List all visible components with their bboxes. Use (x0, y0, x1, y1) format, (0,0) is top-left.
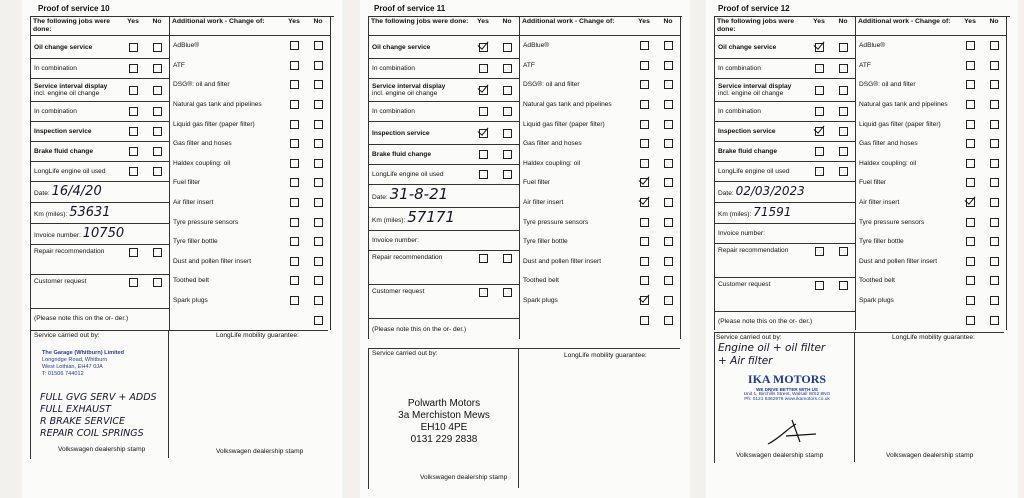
km-value[interactable]: 53631 (69, 204, 111, 220)
no-checkbox[interactable] (314, 61, 323, 70)
job-label: In combination (372, 65, 415, 72)
yes-checkbox[interactable] (479, 254, 488, 263)
invoice-label: Invoice number: (372, 237, 419, 244)
km-label: Km (miles): (34, 210, 68, 218)
no-checkbox[interactable] (664, 316, 673, 325)
dealer-stamp-label-right: Volkswagen dealership stamp (216, 448, 304, 455)
job-label: Service interval display (372, 83, 446, 90)
service-page-11 (360, 0, 690, 498)
no-checkbox[interactable] (314, 41, 323, 50)
yes-checkbox[interactable] (815, 167, 824, 176)
no-header: No (838, 18, 848, 25)
yes-checkbox[interactable] (290, 257, 299, 266)
additional-item: AdBlue® (173, 42, 200, 50)
job-label: Oil change service (718, 43, 777, 51)
yes-checkbox[interactable] (479, 129, 488, 138)
yes-checkbox[interactable] (290, 237, 299, 246)
handwritten-notes: Engine oil + oil filter + Air filter (718, 342, 826, 367)
yes-checkbox[interactable] (640, 296, 649, 305)
additional-item: Liquid gas filter (paper filter) (173, 120, 255, 128)
additional-item: Tyre filler bottle (859, 238, 904, 246)
additional-item: DSG®: oil and filter (523, 81, 580, 89)
no-checkbox[interactable] (990, 218, 999, 227)
additional-item: AdBlue® (523, 42, 550, 50)
yes-checkbox[interactable] (479, 170, 488, 179)
yes-checkbox[interactable] (815, 281, 824, 290)
no-checkbox[interactable] (314, 316, 323, 325)
additional-item: Natural gas tank and pipelines (523, 101, 612, 109)
yes-checkbox[interactable] (290, 100, 299, 109)
service-page-12 (706, 0, 1018, 498)
job-label: Oil change service (34, 43, 93, 51)
jobs-header: The following jobs were done: (717, 18, 795, 33)
yes-checkbox[interactable] (129, 43, 138, 52)
longlife-label: LongLife mobility guarantee: (892, 334, 975, 341)
yes-checkbox[interactable] (966, 316, 975, 325)
yes-checkbox[interactable] (129, 127, 138, 136)
job-label: Service interval display (718, 83, 792, 90)
jobs-header: The following jobs were done: (371, 18, 469, 25)
date-label: Date: (34, 189, 50, 197)
yes-checkbox[interactable] (815, 127, 824, 136)
no-checkbox[interactable] (503, 254, 512, 263)
additional-header: Additional work - Change of: (522, 18, 615, 25)
dealer-stamp-label: Volkswagen dealership stamp (58, 446, 146, 453)
dealer-stamp: The Garage (Whitburn) Limited Longridge Road, Whitburn West Lothian, EH47 0JA T: 01506 744012 (42, 350, 125, 377)
yes-checkbox[interactable] (290, 276, 299, 285)
yes-checkbox[interactable] (966, 178, 975, 187)
yes-checkbox[interactable] (815, 247, 824, 256)
jobs-column (714, 17, 856, 330)
no-checkbox[interactable] (839, 64, 848, 73)
no-checkbox[interactable] (314, 237, 323, 246)
additional-item: Natural gas tank and pipelines (173, 101, 262, 109)
no-checkbox[interactable] (664, 61, 673, 70)
additional-column (520, 17, 681, 339)
additional-item: Toothed belt (523, 277, 559, 285)
yes-checkbox[interactable] (640, 120, 649, 129)
customer-label: Customer request (34, 278, 87, 285)
yes-header: Yes (638, 18, 650, 25)
no-checkbox[interactable] (314, 178, 323, 187)
yes-checkbox[interactable] (479, 107, 488, 116)
yes-checkbox[interactable] (479, 86, 488, 95)
no-checkbox[interactable] (839, 107, 848, 116)
job-label: Inspection service (34, 128, 92, 135)
date-value[interactable]: 31-8-21 (389, 185, 449, 203)
no-checkbox[interactable] (314, 296, 323, 305)
yes-checkbox[interactable] (129, 167, 138, 176)
no-checkbox[interactable] (153, 107, 162, 116)
jobs-column (368, 17, 520, 339)
additional-item: Air filter insert (859, 199, 900, 207)
additional-item: Liquid gas filter (paper filter) (859, 120, 941, 128)
divider (168, 330, 169, 458)
job-label: LongLife engine oil used (718, 168, 790, 175)
yes-checkbox[interactable] (966, 198, 975, 207)
handwritten-notes: FULL GVG SERV + ADDS FULL EXHAUST R BRAKE SERVICE REPAIR COIL SPRINGS (40, 392, 157, 439)
yes-checkbox[interactable] (815, 147, 824, 156)
yes-checkbox[interactable] (129, 107, 138, 116)
additional-header: Additional work - Change of: (858, 18, 951, 25)
yes-checkbox[interactable] (479, 43, 488, 52)
yes-checkbox[interactable] (966, 276, 975, 285)
service-table (714, 16, 1010, 330)
additional-item: Haldex coupling: oil (523, 159, 581, 167)
yes-checkbox[interactable] (815, 43, 824, 52)
no-header: No (313, 18, 323, 25)
additional-item: AdBlue® (859, 42, 886, 50)
no-checkbox[interactable] (990, 159, 999, 168)
yes-checkbox[interactable] (966, 61, 975, 70)
yes-header: Yes (127, 18, 139, 25)
yes-checkbox[interactable] (966, 41, 975, 50)
no-checkbox[interactable] (664, 198, 673, 207)
service-by-label: Service carried out by: (716, 334, 782, 341)
page-title: Proof of service 11 (374, 4, 446, 13)
yes-checkbox[interactable] (129, 278, 138, 287)
no-checkbox[interactable] (839, 167, 848, 176)
additional-item: Toothed belt (173, 277, 209, 285)
yes-checkbox[interactable] (640, 80, 649, 89)
no-checkbox[interactable] (664, 276, 673, 285)
no-checkbox[interactable] (839, 86, 848, 95)
yes-checkbox[interactable] (815, 86, 824, 95)
additional-item: Natural gas tank and pipelines (859, 101, 948, 109)
yes-checkbox[interactable] (290, 80, 299, 89)
no-checkbox[interactable] (839, 127, 848, 136)
additional-item: Fuel filter (859, 179, 887, 187)
divider (854, 332, 855, 462)
no-checkbox[interactable] (990, 178, 999, 187)
no-checkbox[interactable] (153, 86, 162, 95)
date-value[interactable]: 02/03/2023 (735, 183, 805, 198)
no-checkbox[interactable] (990, 120, 999, 129)
divider (518, 348, 519, 488)
no-checkbox[interactable] (664, 139, 673, 148)
yes-checkbox[interactable] (966, 159, 975, 168)
yes-checkbox[interactable] (815, 64, 824, 73)
additional-item: Liquid gas filter (paper filter) (523, 120, 605, 128)
additional-column (170, 17, 331, 330)
no-checkbox[interactable] (153, 147, 162, 156)
no-checkbox[interactable] (503, 107, 512, 116)
no-checkbox[interactable] (314, 80, 323, 89)
repair-label: Repair recommendation (718, 247, 789, 254)
yes-checkbox[interactable] (966, 100, 975, 109)
km-label: Km (miles): (718, 210, 752, 218)
no-checkbox[interactable] (990, 61, 999, 70)
longlife-label: LongLife mobility guarantee: (564, 352, 647, 359)
page-title: Proof of service 10 (38, 4, 110, 13)
yes-checkbox[interactable] (290, 178, 299, 187)
date-label: Date: (372, 194, 388, 201)
yes-header: Yes (964, 18, 976, 25)
jobs-column (30, 17, 170, 330)
job-sublabel: incl. engine oil change (372, 90, 438, 97)
yes-checkbox[interactable] (290, 159, 299, 168)
no-checkbox[interactable] (664, 159, 673, 168)
yes-checkbox[interactable] (290, 139, 299, 148)
no-checkbox[interactable] (990, 80, 999, 89)
additional-item: Tyre pressure sensors (859, 218, 925, 226)
additional-item: Tyre pressure sensors (173, 218, 239, 226)
yes-checkbox[interactable] (479, 64, 488, 73)
no-header: No (989, 18, 999, 25)
additional-item: ATF (523, 61, 535, 69)
no-checkbox[interactable] (664, 178, 673, 187)
no-checkbox[interactable] (990, 139, 999, 148)
yes-checkbox[interactable] (290, 198, 299, 207)
job-label: LongLife engine oil used (372, 171, 444, 178)
job-label: Inspection service (372, 129, 430, 137)
additional-item: Tyre filler bottle (173, 238, 218, 246)
job-label: In combination (718, 108, 761, 115)
job-sublabel: incl. engine oil change (34, 90, 100, 97)
no-checkbox[interactable] (990, 41, 999, 50)
additional-item: DSG®: oil and filter (173, 81, 230, 89)
dealer-stamp-label: Volkswagen dealership stamp (420, 474, 508, 481)
additional-column (856, 17, 1007, 330)
no-checkbox[interactable] (839, 147, 848, 156)
additional-item: Air filter insert (173, 199, 214, 207)
yes-checkbox[interactable] (290, 61, 299, 70)
dealer-stamp: Polwarth Motors 3a Merchiston Mews EH10 4PE 0131 229 2838 (398, 398, 490, 445)
service-by-label: Service carried out by: (372, 350, 438, 357)
no-checkbox[interactable] (664, 80, 673, 89)
yes-checkbox[interactable] (129, 147, 138, 156)
yes-checkbox[interactable] (290, 296, 299, 305)
yes-checkbox[interactable] (479, 288, 488, 297)
yes-checkbox[interactable] (966, 218, 975, 227)
job-label: In combination (34, 65, 77, 72)
additional-item: Dust and pollen filter insert (859, 257, 938, 265)
no-checkbox[interactable] (990, 316, 999, 325)
yes-header: Yes (813, 18, 825, 25)
no-checkbox[interactable] (153, 64, 162, 73)
no-checkbox[interactable] (664, 237, 673, 246)
no-checkbox[interactable] (314, 276, 323, 285)
date-value[interactable]: 16/4/20 (51, 183, 102, 199)
no-checkbox[interactable] (839, 247, 848, 256)
no-checkbox[interactable] (839, 43, 848, 52)
km-value[interactable]: 71591 (753, 204, 792, 219)
service-by-label: Service carried out by: (34, 332, 100, 339)
customer-label: Customer request (372, 288, 425, 295)
dealer-stamp-label: Volkswagen dealership stamp (736, 452, 824, 459)
additional-item: DSG®: oil and filter (859, 81, 916, 89)
dealer-stamp-label-right: Volkswagen dealership stamp (886, 452, 974, 459)
no-checkbox[interactable] (664, 257, 673, 266)
yes-checkbox[interactable] (640, 276, 649, 285)
no-checkbox[interactable] (990, 100, 999, 109)
order-note: (Please note this on the or- der.) (718, 317, 813, 325)
additional-item: Fuel filter (173, 179, 201, 187)
km-label: Km (miles): (372, 217, 406, 224)
yes-checkbox[interactable] (966, 257, 975, 266)
yes-checkbox[interactable] (966, 120, 975, 129)
additional-item: ATF (173, 61, 185, 69)
job-label: In combination (372, 108, 415, 115)
no-checkbox[interactable] (990, 296, 999, 305)
no-checkbox[interactable] (314, 139, 323, 148)
yes-checkbox[interactable] (290, 41, 299, 50)
additional-item: Dust and pollen filter insert (173, 257, 252, 265)
additional-item: Haldex coupling: oil (173, 159, 231, 167)
repair-label: Repair recommendation (372, 254, 443, 261)
invoice-label: Invoice number: (718, 230, 765, 237)
no-checkbox[interactable] (503, 150, 512, 159)
page-title: Proof of service 12 (718, 4, 790, 13)
yes-header: Yes (477, 18, 489, 25)
no-checkbox[interactable] (503, 170, 512, 179)
no-checkbox[interactable] (153, 127, 162, 136)
repair-label: Repair recommendation (34, 248, 105, 255)
no-checkbox[interactable] (153, 278, 162, 287)
additional-item: Toothed belt (859, 277, 895, 285)
yes-checkbox[interactable] (129, 86, 138, 95)
job-label: In combination (34, 108, 77, 115)
yes-checkbox[interactable] (966, 80, 975, 89)
no-checkbox[interactable] (314, 257, 323, 266)
job-label: LongLife engine oil used (34, 168, 106, 175)
additional-item: Fuel filter (523, 179, 551, 187)
no-checkbox[interactable] (839, 281, 848, 290)
job-label: Brake fluid change (372, 151, 431, 158)
yes-checkbox[interactable] (640, 41, 649, 50)
additional-header: Additional work - Change of: (172, 18, 265, 25)
additional-item: Spark plugs (859, 297, 894, 305)
no-header: No (663, 18, 673, 25)
no-checkbox[interactable] (314, 218, 323, 227)
yes-checkbox[interactable] (640, 218, 649, 227)
yes-checkbox[interactable] (640, 198, 649, 207)
job-label: Oil change service (372, 43, 431, 51)
additional-item: Air filter insert (523, 199, 564, 207)
no-checkbox[interactable] (503, 64, 512, 73)
no-checkbox[interactable] (664, 100, 673, 109)
yes-checkbox[interactable] (640, 237, 649, 246)
additional-item: Haldex coupling: oil (859, 159, 917, 167)
no-checkbox[interactable] (314, 159, 323, 168)
job-label: Service interval display (34, 83, 108, 90)
yes-checkbox[interactable] (640, 139, 649, 148)
invoice-label: Invoice number: (34, 231, 81, 239)
yes-checkbox[interactable] (290, 120, 299, 129)
no-checkbox[interactable] (664, 218, 673, 227)
yes-checkbox[interactable] (966, 296, 975, 305)
no-checkbox[interactable] (990, 237, 999, 246)
yes-checkbox[interactable] (290, 218, 299, 227)
yes-checkbox[interactable] (129, 64, 138, 73)
additional-item: Gas filter and hoses (859, 140, 918, 148)
additional-item: Spark plugs (523, 297, 558, 305)
no-checkbox[interactable] (153, 167, 162, 176)
no-checkbox[interactable] (664, 296, 673, 305)
yes-checkbox[interactable] (640, 257, 649, 266)
yes-checkbox[interactable] (479, 150, 488, 159)
yes-checkbox[interactable] (640, 178, 649, 187)
no-checkbox[interactable] (503, 288, 512, 297)
invoice-value[interactable]: 10750 (82, 225, 125, 241)
order-note: (Please note this on the or- der.) (372, 325, 467, 333)
job-label: In combination (718, 65, 761, 72)
service-table (368, 16, 682, 339)
service-table (30, 16, 334, 330)
jobs-header: The following jobs were done: (33, 18, 111, 33)
additional-item: Gas filter and hoses (173, 140, 232, 148)
yes-header: Yes (288, 18, 300, 25)
no-checkbox[interactable] (153, 43, 162, 52)
dealer-stamp: IKA MOTORS WE DRIVE BETTER WITH US Unit 1, Birchills Street, Walsall WS2 8NG Ph: 0121 6362976 www.ikamotors.co.uk (743, 372, 831, 402)
yes-checkbox[interactable] (966, 237, 975, 246)
yes-checkbox[interactable] (640, 100, 649, 109)
no-checkbox[interactable] (990, 257, 999, 266)
service-page-10 (22, 0, 342, 498)
no-header: No (152, 18, 162, 25)
customer-label: Customer request (718, 281, 771, 288)
yes-checkbox[interactable] (640, 159, 649, 168)
no-checkbox[interactable] (664, 41, 673, 50)
job-label: Inspection service (718, 128, 776, 135)
no-checkbox[interactable] (503, 43, 512, 52)
yes-checkbox[interactable] (815, 107, 824, 116)
job-label: Brake fluid change (34, 148, 93, 155)
no-checkbox[interactable] (314, 100, 323, 109)
yes-checkbox[interactable] (966, 139, 975, 148)
yes-checkbox[interactable] (129, 248, 138, 257)
additional-item: Spark plugs (173, 297, 208, 305)
no-checkbox[interactable] (664, 120, 673, 129)
no-checkbox[interactable] (990, 198, 999, 207)
job-sublabel: incl. engine oil change (718, 90, 784, 97)
yes-checkbox[interactable] (640, 316, 649, 325)
no-header: No (502, 18, 512, 25)
longlife-label: LongLife mobility guarantee: (216, 332, 299, 339)
date-label: Date: (718, 189, 734, 197)
no-checkbox[interactable] (153, 248, 162, 257)
km-value[interactable]: 57171 (407, 208, 455, 226)
yes-checkbox[interactable] (640, 61, 649, 70)
no-checkbox[interactable] (314, 198, 323, 207)
additional-item: Tyre filler bottle (523, 238, 568, 246)
signature-icon (766, 418, 826, 448)
no-checkbox[interactable] (314, 120, 323, 129)
additional-item: Dust and pollen filter insert (523, 257, 602, 265)
order-note: (Please note this on the or- der.) (34, 314, 129, 322)
no-checkbox[interactable] (503, 129, 512, 138)
no-checkbox[interactable] (503, 86, 512, 95)
job-label: Brake fluid change (718, 148, 777, 155)
additional-item: ATF (859, 61, 871, 69)
no-checkbox[interactable] (990, 276, 999, 285)
additional-item: Tyre pressure sensors (523, 218, 589, 226)
additional-item: Gas filter and hoses (523, 140, 582, 148)
